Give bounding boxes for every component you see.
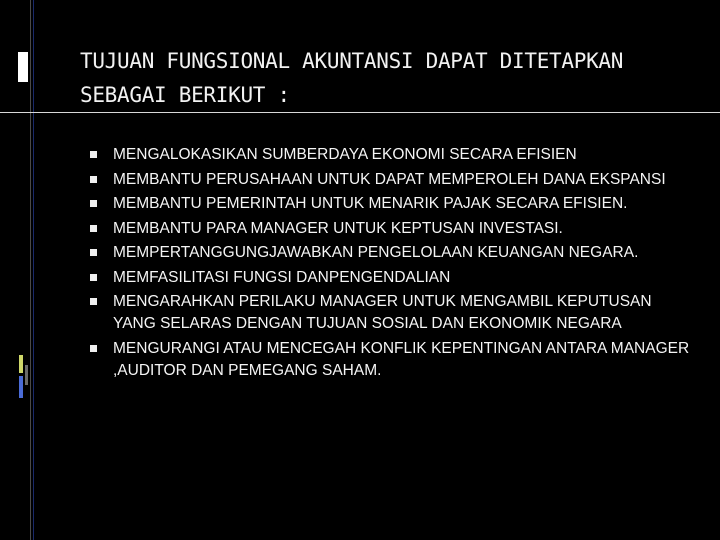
decorative-accent-bar-yellow [19, 355, 23, 373]
bullet-text: MEMBANTU PEMERINTAH UNTUK MENARIK PAJAK SECARA EFISIEN. [113, 195, 628, 212]
decorative-vertical-line [30, 0, 31, 540]
square-bullet-icon [90, 151, 97, 158]
square-bullet-icon [90, 200, 97, 207]
square-bullet-icon [90, 274, 97, 281]
square-bullet-icon [90, 249, 97, 256]
bullet-item [90, 338, 690, 382]
square-bullet-icon [90, 345, 97, 352]
bullet-text: MEMBANTU PARA MANAGER UNTUK KEPTUSAN INVESTASI. [113, 219, 563, 237]
square-bullet-icon [90, 298, 97, 305]
decorative-vertical-line-blue [33, 0, 34, 540]
bullet-item [90, 193, 690, 215]
bullet-item [90, 218, 690, 240]
bullet-text: MEMBANTU PERUSAHAAN UNTUK DAPAT MEMPEROLEH DANA EKSPANSI [113, 170, 666, 188]
decorative-title-block [18, 52, 28, 82]
bullet-item [90, 242, 690, 264]
bullet-item [90, 144, 690, 166]
decorative-accent-bar-gray [25, 365, 28, 385]
slide-title: TUJUAN FUNGSIONAL AKUNTANSI DAPAT DITETAPKAN SEBAGAI BERIKUT : [80, 49, 624, 107]
bullet-text: MENGARAHKAN PERILAKU MANAGER UNTUK MENGAMBIL KEPUTUSAN YANG SELARAS DENGAN TUJUAN SOSIAL DAN EKONOMIK NEGARA [113, 293, 652, 332]
bullet-item [90, 291, 690, 335]
decorative-accent-bar-blue [19, 376, 23, 398]
bullet-text: MENGURANGI ATAU MENCEGAH KONFLIK KEPENTINGAN ANTARA MANAGER ,AUDITOR DAN PEMEGANG SAHAM. [113, 339, 690, 379]
bullet-item [90, 169, 690, 191]
bullet-text: MEMPERTANGGUNGJAWABKAN PENGELOLAAN KEUANGAN NEGARA. [113, 244, 639, 261]
bullet-text: MEMFASILITASI FUNGSI DANPENGENDALIAN [113, 268, 451, 286]
square-bullet-icon [90, 176, 97, 183]
bullet-list [90, 144, 690, 384]
square-bullet-icon [90, 225, 97, 232]
bullet-text: MENGALOKASIKAN SUMBERDAYA EKONOMI SECARA EFISIEN [113, 146, 577, 163]
decorative-horizontal-line [0, 112, 720, 113]
bullet-item [90, 267, 690, 289]
